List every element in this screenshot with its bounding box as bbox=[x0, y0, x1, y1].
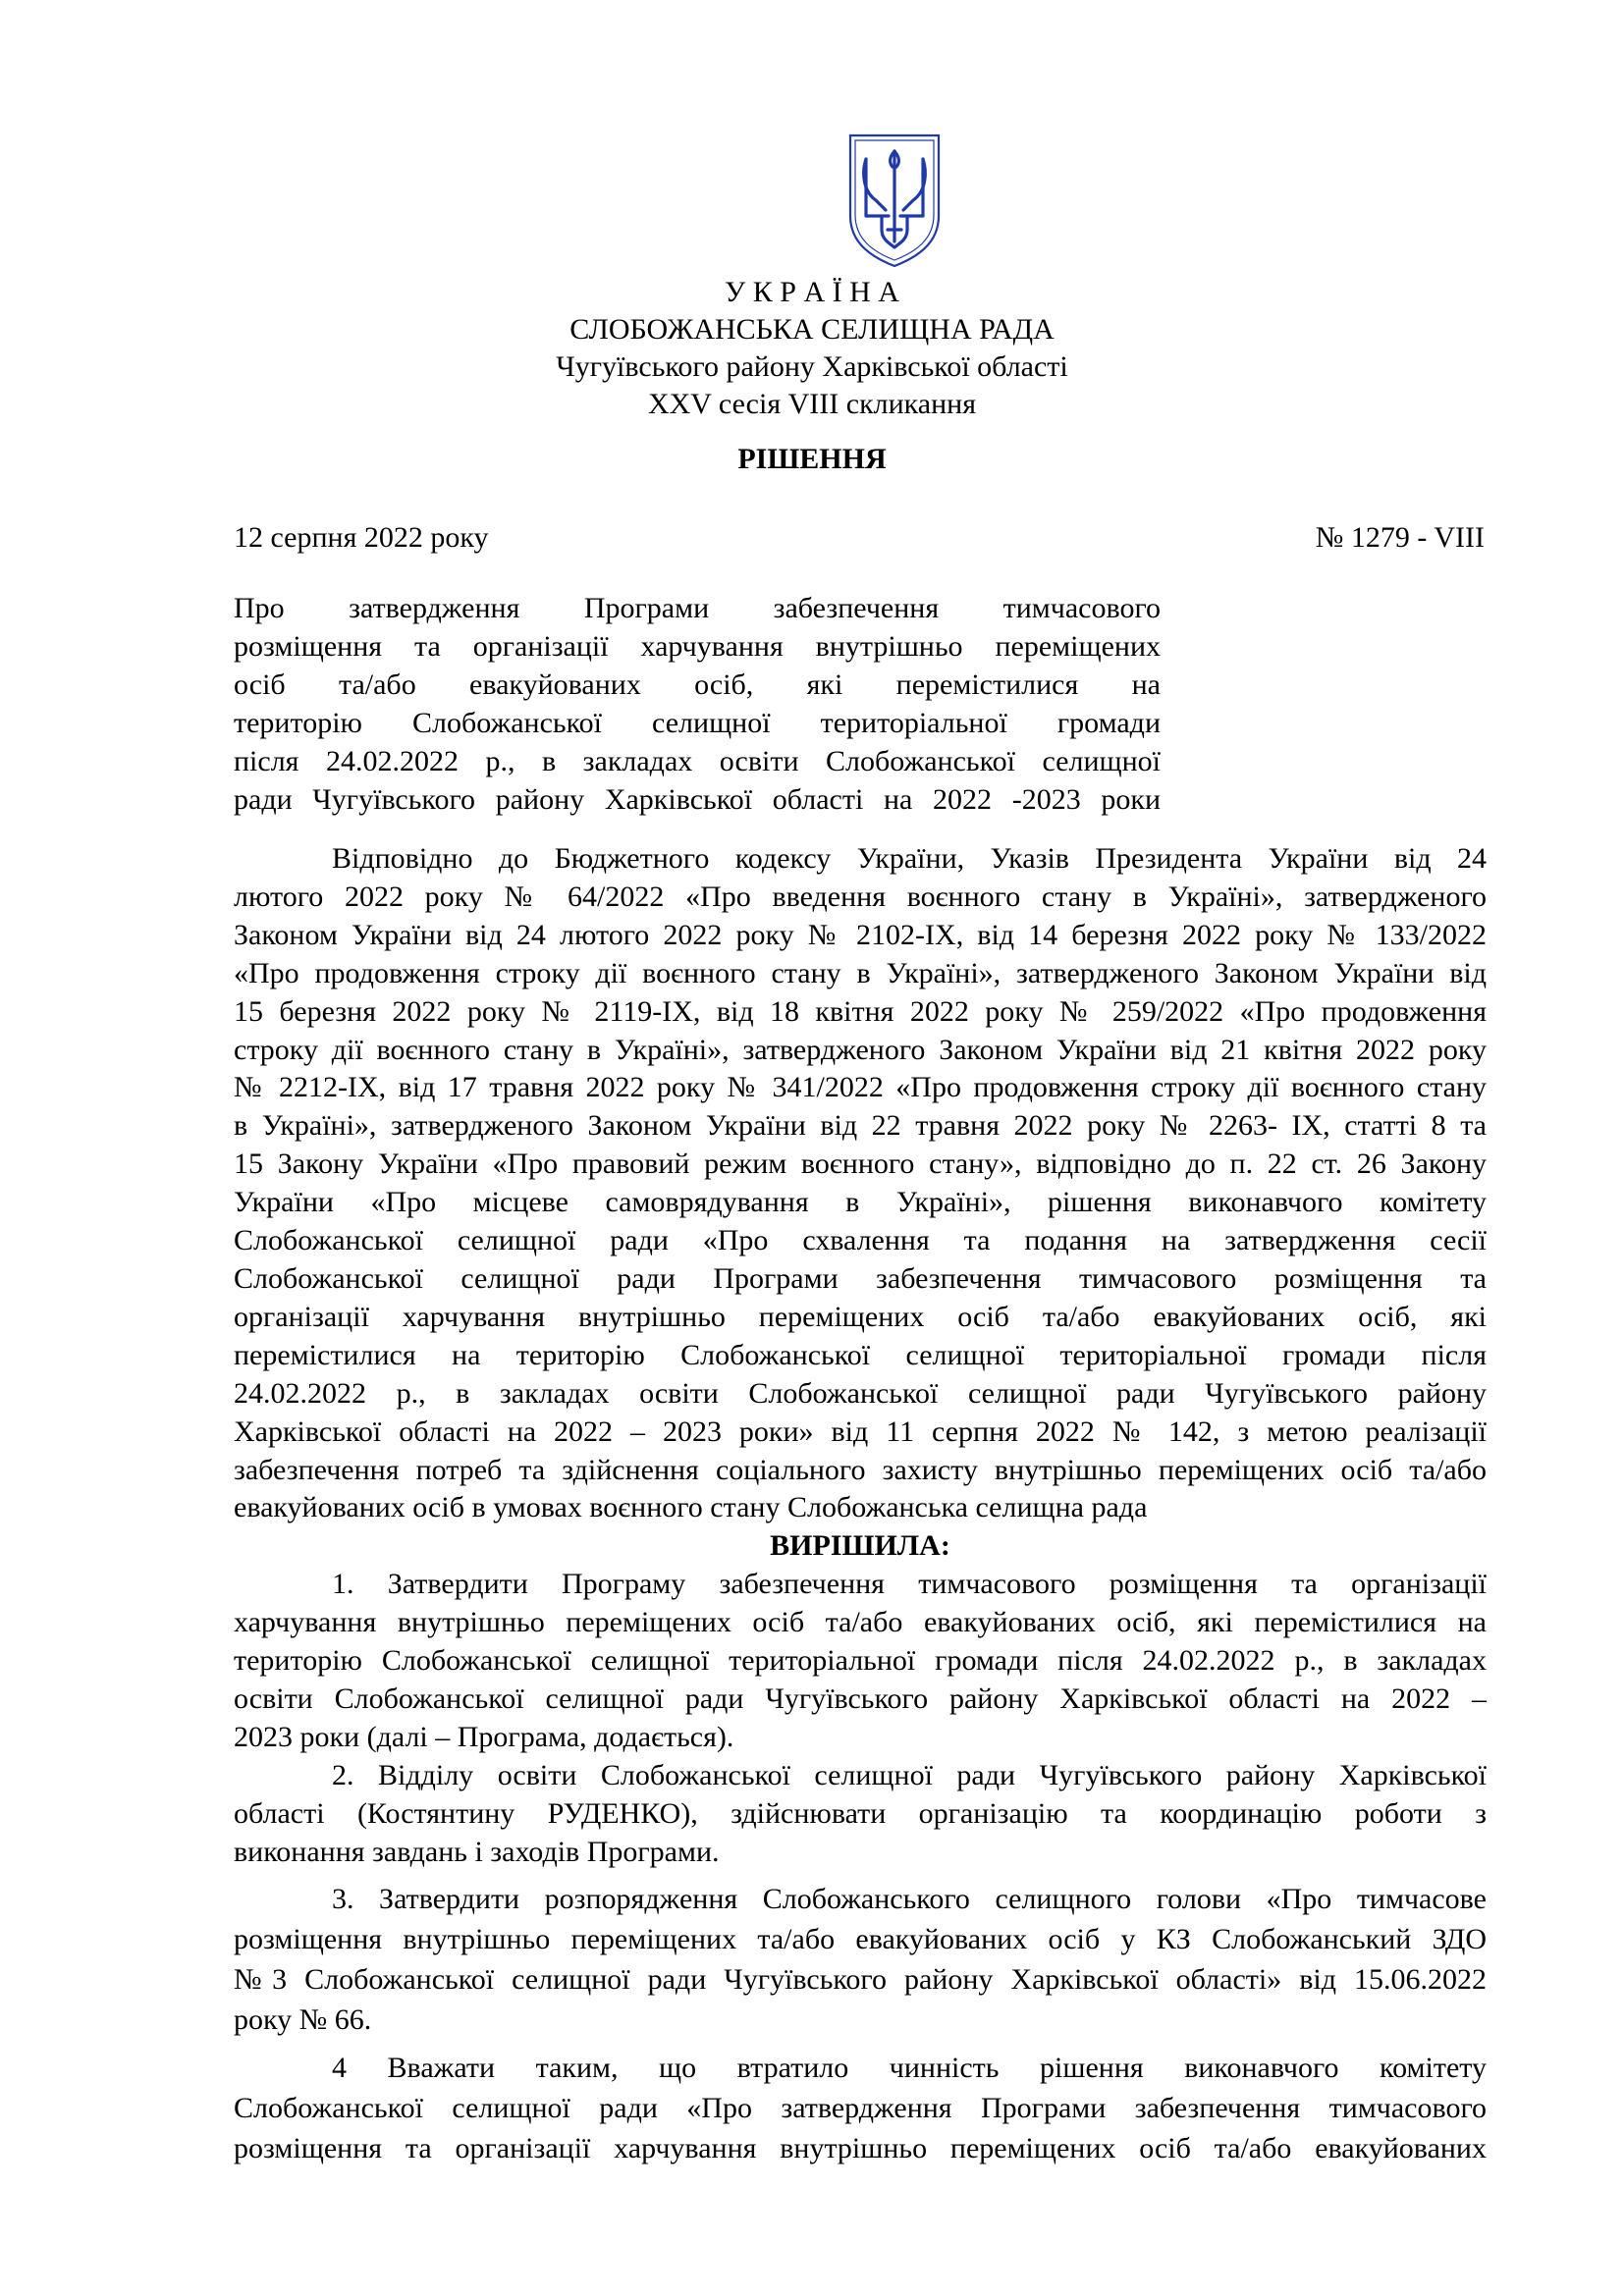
preamble-line: України «Про місцеве самоврядування в Україні», рішення виконавчого комітету bbox=[234, 1186, 1487, 1219]
item-2-line: виконання завдань і заходів Програми. bbox=[234, 1835, 720, 1868]
decision-subject bbox=[234, 589, 1161, 819]
preamble-line: організації харчування внутрішньо переміщених осіб та/або евакуйованих осіб, які bbox=[234, 1300, 1487, 1333]
item-1-line: 1. Затвердити Програму забезпечення тимчасового розміщення та організації bbox=[332, 1568, 1487, 1601]
decided-heading: ВИРІШИЛА: bbox=[770, 1529, 950, 1563]
coat-of-arms-icon bbox=[846, 132, 943, 269]
subject-line: територію Слобожанської селищної територіальної громади bbox=[234, 707, 1161, 739]
item-1-line: освіти Слобожанської селищної ради Чугуївського району Харківської області на 2022 – bbox=[234, 1682, 1487, 1715]
item-2-line: 2. Відділу освіти Слобожанської селищної ради Чугуївського району Харківської bbox=[332, 1758, 1487, 1791]
subject-line: розміщення та організації харчування внутрішньо переміщених bbox=[234, 630, 1161, 663]
item-3-line: року № 66. bbox=[234, 2003, 372, 2037]
document-title: РІШЕННЯ bbox=[737, 443, 887, 475]
item-2 bbox=[234, 1757, 1487, 1872]
item-4-line: Слобожанської селищної ради «Про затвердження Програми забезпечення тимчасового bbox=[234, 2092, 1487, 2125]
preamble-line: 24.02.2022 р., в закладах освіти Слобожанської селищної ради Чугуївського району bbox=[234, 1376, 1487, 1410]
header-session: XXV сесія VIII скликання bbox=[647, 388, 977, 420]
subject-line: ради Чугуївського району Харківської області на 2022 -2023 роки bbox=[234, 783, 1161, 816]
item-3 bbox=[234, 1879, 1487, 2040]
spacer bbox=[234, 2040, 1487, 2048]
preamble-line: Законом України від 24 лютого 2022 року № 2102-IX, від 14 березня 2022 року № 133/2022 bbox=[234, 918, 1487, 951]
preamble-line: Відповідно до Бюджетного кодексу України, Указів Президента України від 24 bbox=[332, 842, 1487, 875]
item-2-line: області (Костянтину РУДЕНКО), здійснювати організацію та координацію роботи з bbox=[234, 1796, 1487, 1830]
preamble-line: лютого 2022 року № 64/2022 «Про введення воєнного стану в Україні», затвердженого bbox=[234, 880, 1487, 913]
decision-body bbox=[234, 840, 1487, 2168]
header-country: У К Р А Ї Н А bbox=[725, 276, 899, 308]
item-1-line: харчування внутрішньо переміщених осіб та/або евакуйованих осіб, які перемістилися на bbox=[234, 1606, 1487, 1639]
decision-number: № 1279 - VIII bbox=[1315, 521, 1485, 554]
preamble-line: 15 березня 2022 року № 2119-IX, від 18 квітня 2022 року № 259/2022 «Про продовження bbox=[234, 994, 1487, 1028]
header-district: Чугуївського району Харківської області bbox=[556, 350, 1068, 383]
item-1-line: територію Слобожанської селищної територіальної громади після 24.02.2022 р., в закладах bbox=[234, 1644, 1487, 1678]
preamble-line: «Про продовження строку дії воєнного стану в Україні», затвердженого Законом України від bbox=[234, 956, 1487, 989]
spacer bbox=[234, 1871, 1487, 1879]
preamble-line: в Україні», затвердженого Законом України від 22 травня 2022 року № 2263- IX, статті 8 та bbox=[234, 1109, 1487, 1143]
subject-line: осіб та/або евакуйованих осіб, які перемістилися на bbox=[234, 668, 1161, 701]
preamble-line: Харківської області на 2022 – 2023 роки» від 11 серпня 2022 № 142, з метою реалізації bbox=[234, 1415, 1487, 1448]
preamble-line: перемістилися на територію Слобожанської селищної територіальної громади після bbox=[234, 1338, 1487, 1371]
header-council: СЛОБОЖАНСЬКА СЕЛИЩНА РАДА bbox=[569, 313, 1055, 346]
subject-line: Про затвердження Програми забезпечення тимчасового bbox=[234, 592, 1161, 624]
item-4-line: 4 Вважати таким, що втратило чинність рішення виконавчого комітету bbox=[332, 2052, 1487, 2085]
preamble-line: Слобожанської селищної ради «Про схвалення та подання на затвердження сесії bbox=[234, 1224, 1487, 1257]
preamble-line: № 2212-IX, від 17 травня 2022 року № 341/2022 «Про продовження строку дії воєнного стану bbox=[234, 1071, 1487, 1104]
item-3-line: розміщення внутрішньо переміщених та/або евакуйованих осіб у КЗ Слобожанський ЗДО bbox=[234, 1923, 1487, 1956]
item-1 bbox=[234, 1566, 1487, 1757]
preamble-line: евакуйованих осіб в умовах воєнного стану Слобожанська селищна рада bbox=[234, 1491, 1148, 1524]
subject-line: після 24.02.2022 р., в закладах освіти Слобожанської селищної bbox=[234, 745, 1161, 777]
item-3-line: 3. Затвердити розпорядження Слобожанського селищного голови «Про тимчасове bbox=[332, 1883, 1487, 1916]
trident-emblem-icon bbox=[846, 132, 943, 269]
preamble-paragraph bbox=[234, 840, 1487, 1527]
preamble-line: забезпечення потреб та здійснення соціального захисту внутрішньо переміщених осіб та/або bbox=[234, 1453, 1487, 1486]
item-4 bbox=[234, 2048, 1487, 2168]
preamble-line: Слобожанської селищної ради Програми забезпечення тимчасового розміщення та bbox=[234, 1261, 1487, 1295]
preamble-line: 15 Закону України «Про правовий режим воєнного стану», відповідно до п. 22 ст. 26 Закону bbox=[234, 1148, 1487, 1181]
item-4-line: розміщення та організації харчування внутрішньо переміщених осіб та/або евакуйованих bbox=[234, 2132, 1487, 2165]
item-1-line: 2023 роки (далі – Програма, додається). bbox=[234, 1720, 734, 1753]
item-3-line: №3 Слобожанської селищної ради Чугуївського району Харківської області» від 15.06.2022 bbox=[234, 1963, 1487, 1997]
decision-date: 12 серпня 2022 року bbox=[234, 521, 489, 554]
preamble-line: строку дії воєнного стану в Україні», затвердженого Законом України від 21 квітня 2022 року bbox=[234, 1033, 1487, 1066]
